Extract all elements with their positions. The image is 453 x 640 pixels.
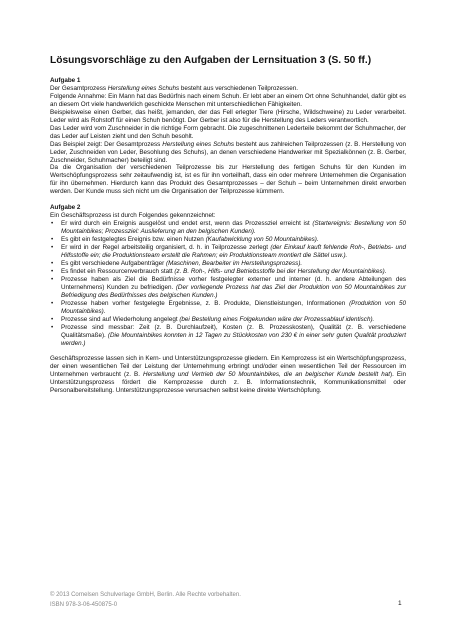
document-body <box>50 77 406 395</box>
text-run: Es findet ein Ressourcenverbrauch statt <box>61 267 175 275</box>
text-run: Prozesse haben vorher festgelegte Ergebnisse, z. B. Produkte, Dienstleistungen, Informationen <box>61 299 350 307</box>
list-item <box>50 276 406 300</box>
page-number: 1 <box>398 600 402 607</box>
footer <box>50 591 406 610</box>
text-run: besteht aus verschiedenen Teilprozessen. <box>179 84 299 92</box>
paragraph: Da die Organisation der verschiedenen Teilprozesse bis zur Herstellung des fertigen Schuhs für den Kunden im Wertschöpfungsprozess sehr zeitaufwendig ist, ist es für ihn vorteilhaft, dass ein oder mehrere Unternehmen die Organisation für ihn übernehmen. Hierdurch kann das Produkt des Gesamtprozesses – der Schuh – beim Unternehmen direkt erworben werden. Der Kunde muss sich nicht um die Organisation der Teilprozesse kümmern. <box>50 164 406 196</box>
list-item <box>50 236 406 244</box>
list-item <box>50 300 406 316</box>
paragraph: Beispielsweise einen Gerber, das heißt, jemanden, der das Fell erlegter Tiere (Hirsche, Wildschweine) zu Leder verarbeitet. Leder wird als Rohstoff für einen Schuh benötigt. Der Gerber ist also für die Herstellung des Leders verantwortlich. <box>50 108 406 124</box>
italic-text: (bei Bestellung eines Folgekunden wäre der Prozessablauf identisch). <box>179 315 375 323</box>
text-run: Das Beispiel zeigt: Der Gesamtprozess <box>50 140 163 148</box>
aufgabe-1-heading: Aufgabe 1 <box>50 77 81 84</box>
paragraph: Das Leder wird vom Zuschneider in die richtige Form gebracht. Die zugeschnittenen Lederteile bekommt der Schuhmacher, der das Leder auf Leisten zieht und den Schuh besohlt. <box>50 124 406 140</box>
text-run: Er wird durch ein Ereignis ausgelöst und endet erst, wenn das Prozessziel erreicht ist <box>61 220 313 228</box>
paragraph <box>50 141 406 165</box>
text-run: besteht aus zahlreichen Teilprozessen (z. B. Herstellung von Leder, Zuschneiden von Leder, Besohlung des Schuhs), an denen verschiedene Handwerker mit Spezialkönnen (z. B. Gerber, Zuschneider, Schuhmacher) beteiligt sind. <box>50 140 407 164</box>
italic-text: Herstellung und Vertrieb der 50 Mountainbikes, die an belgischer Kunde bestellt hat <box>142 371 390 379</box>
aufgabe-2-heading: Aufgabe 2 <box>50 204 81 212</box>
page-title: Lösungsvorschläge zu den Aufgaben der Lernsituation 3 (S. 50 ff.) <box>50 55 372 66</box>
text-run: Es gibt ein festgelegtes Ereignis bzw. einen Nutzen <box>61 236 206 244</box>
paragraph: Folgende Annahme: Ein Mann hat das Bedürfnis nach einem Schuh. Er lebt aber an einem Ort ohne Schuhhandel, dafür gibt es an diesem Ort viele handwerklich geschickte Menschen mit unterschiedlichen Fähigkeiten. <box>50 92 407 108</box>
list-item <box>50 268 406 276</box>
paragraph: Ein Geschäftsprozess ist durch Folgendes gekennzeichnet: <box>50 212 216 220</box>
text-run: Es gibt verschiedene Aufgabenträger <box>61 259 167 267</box>
italic-text: (Kaufabwicklung von 50 Mountainbikes). <box>205 236 319 244</box>
italic-text: (Starterеignis: Bestellung von 50 Mountainbikes; Prozessziel: Auslieferung an den belgischen Kunden). <box>61 220 406 236</box>
italic-text: (der Einkauf kauft fehlende Roh-, Betriebs- und Hilfsstoffe ein; die Produktionsteam erstellt die Rahmen; ein Produktionsteam montiert die Sättel usw.). <box>61 244 406 260</box>
paragraph <box>50 355 406 395</box>
characteristics-list <box>50 220 406 347</box>
isbn-text: ISBN 978-3-06-450875-0 <box>50 601 118 608</box>
paragraph <box>50 85 406 93</box>
text-run: ). Ein Unterstützungsprozess fördert die Kernprozesse durch z. B. Informationstechnik, Kommunikationsmittel oder Personalbereitstellung. Unterstützungsprozesse verursachen selbst keine direkte Wertschöpfung. <box>50 371 406 395</box>
text-run: Prozesse sind messbar: Zeit (z. B. Durchlaufzeit), Kosten (z. B. Prozesskosten), Qualität (z. B. verschiedene Qualitätsmaße). <box>61 323 406 339</box>
italic-text: (Maschinen, Bearbeiter im Herstellungsprozess). <box>166 259 303 267</box>
italic-text: (z. B. Roh-, Hilfs- und Betriebsstoffe bei der Herstellung der Mountainbikes). <box>174 267 387 275</box>
list-item <box>50 324 406 348</box>
text-run: Geschäftsprozesse lassen sich in Kern- und Unterstützungsprozesse gliedern. Ein Kernprozess ist ein Wertschöpfungsprozess, der einen wesentlichen Teil der Leistung der Unternehmung erbringt und/oder einen wesentlichen Teil der Ressourcen im Unternehmen verbraucht (z. B. <box>50 355 406 379</box>
text-run: Er wird in der Regel arbeitsteilig organisiert, d. h. in Teilprozesse zerlegt <box>61 244 271 252</box>
italic-text: Herstellung eines Schuhs <box>162 140 235 148</box>
italic-text: (Der vorliegende Prozess hat das Ziel der Produktion von 50 Mountainbikes zur Befriedigung des Bedürfnisses des belgischen Kunden.) <box>61 283 406 299</box>
list-item <box>50 220 406 236</box>
italic-text: (Die Mountainbikes konnten in 12 Tagen zu Stückkosten von 230 € in einer sehr guten Qualität produziert werden.) <box>61 331 406 347</box>
list-item <box>50 316 406 324</box>
italic-text: (Produktion von 50 Mountainbikes). <box>61 299 406 315</box>
list-item <box>50 244 406 260</box>
text-run: Prozesse haben als Ziel die Bedürfnisse vorher festgelegter externer und interner (d. h. andere Abteilungen des Unternehmens) Kunden zu befriedigen. <box>61 275 406 291</box>
text-run: Der Gesamtprozess <box>50 84 108 92</box>
italic-text: Herstellung eines Schuhs <box>107 84 180 92</box>
text-run: Prozesse sind auf Wiederholung angelegt <box>61 315 180 323</box>
list-item <box>50 260 406 268</box>
copyright-text: © 2013 Cornelsen Schulverlage GmbH, Berlin. Alle Rechte vorbehalten. <box>50 592 241 598</box>
